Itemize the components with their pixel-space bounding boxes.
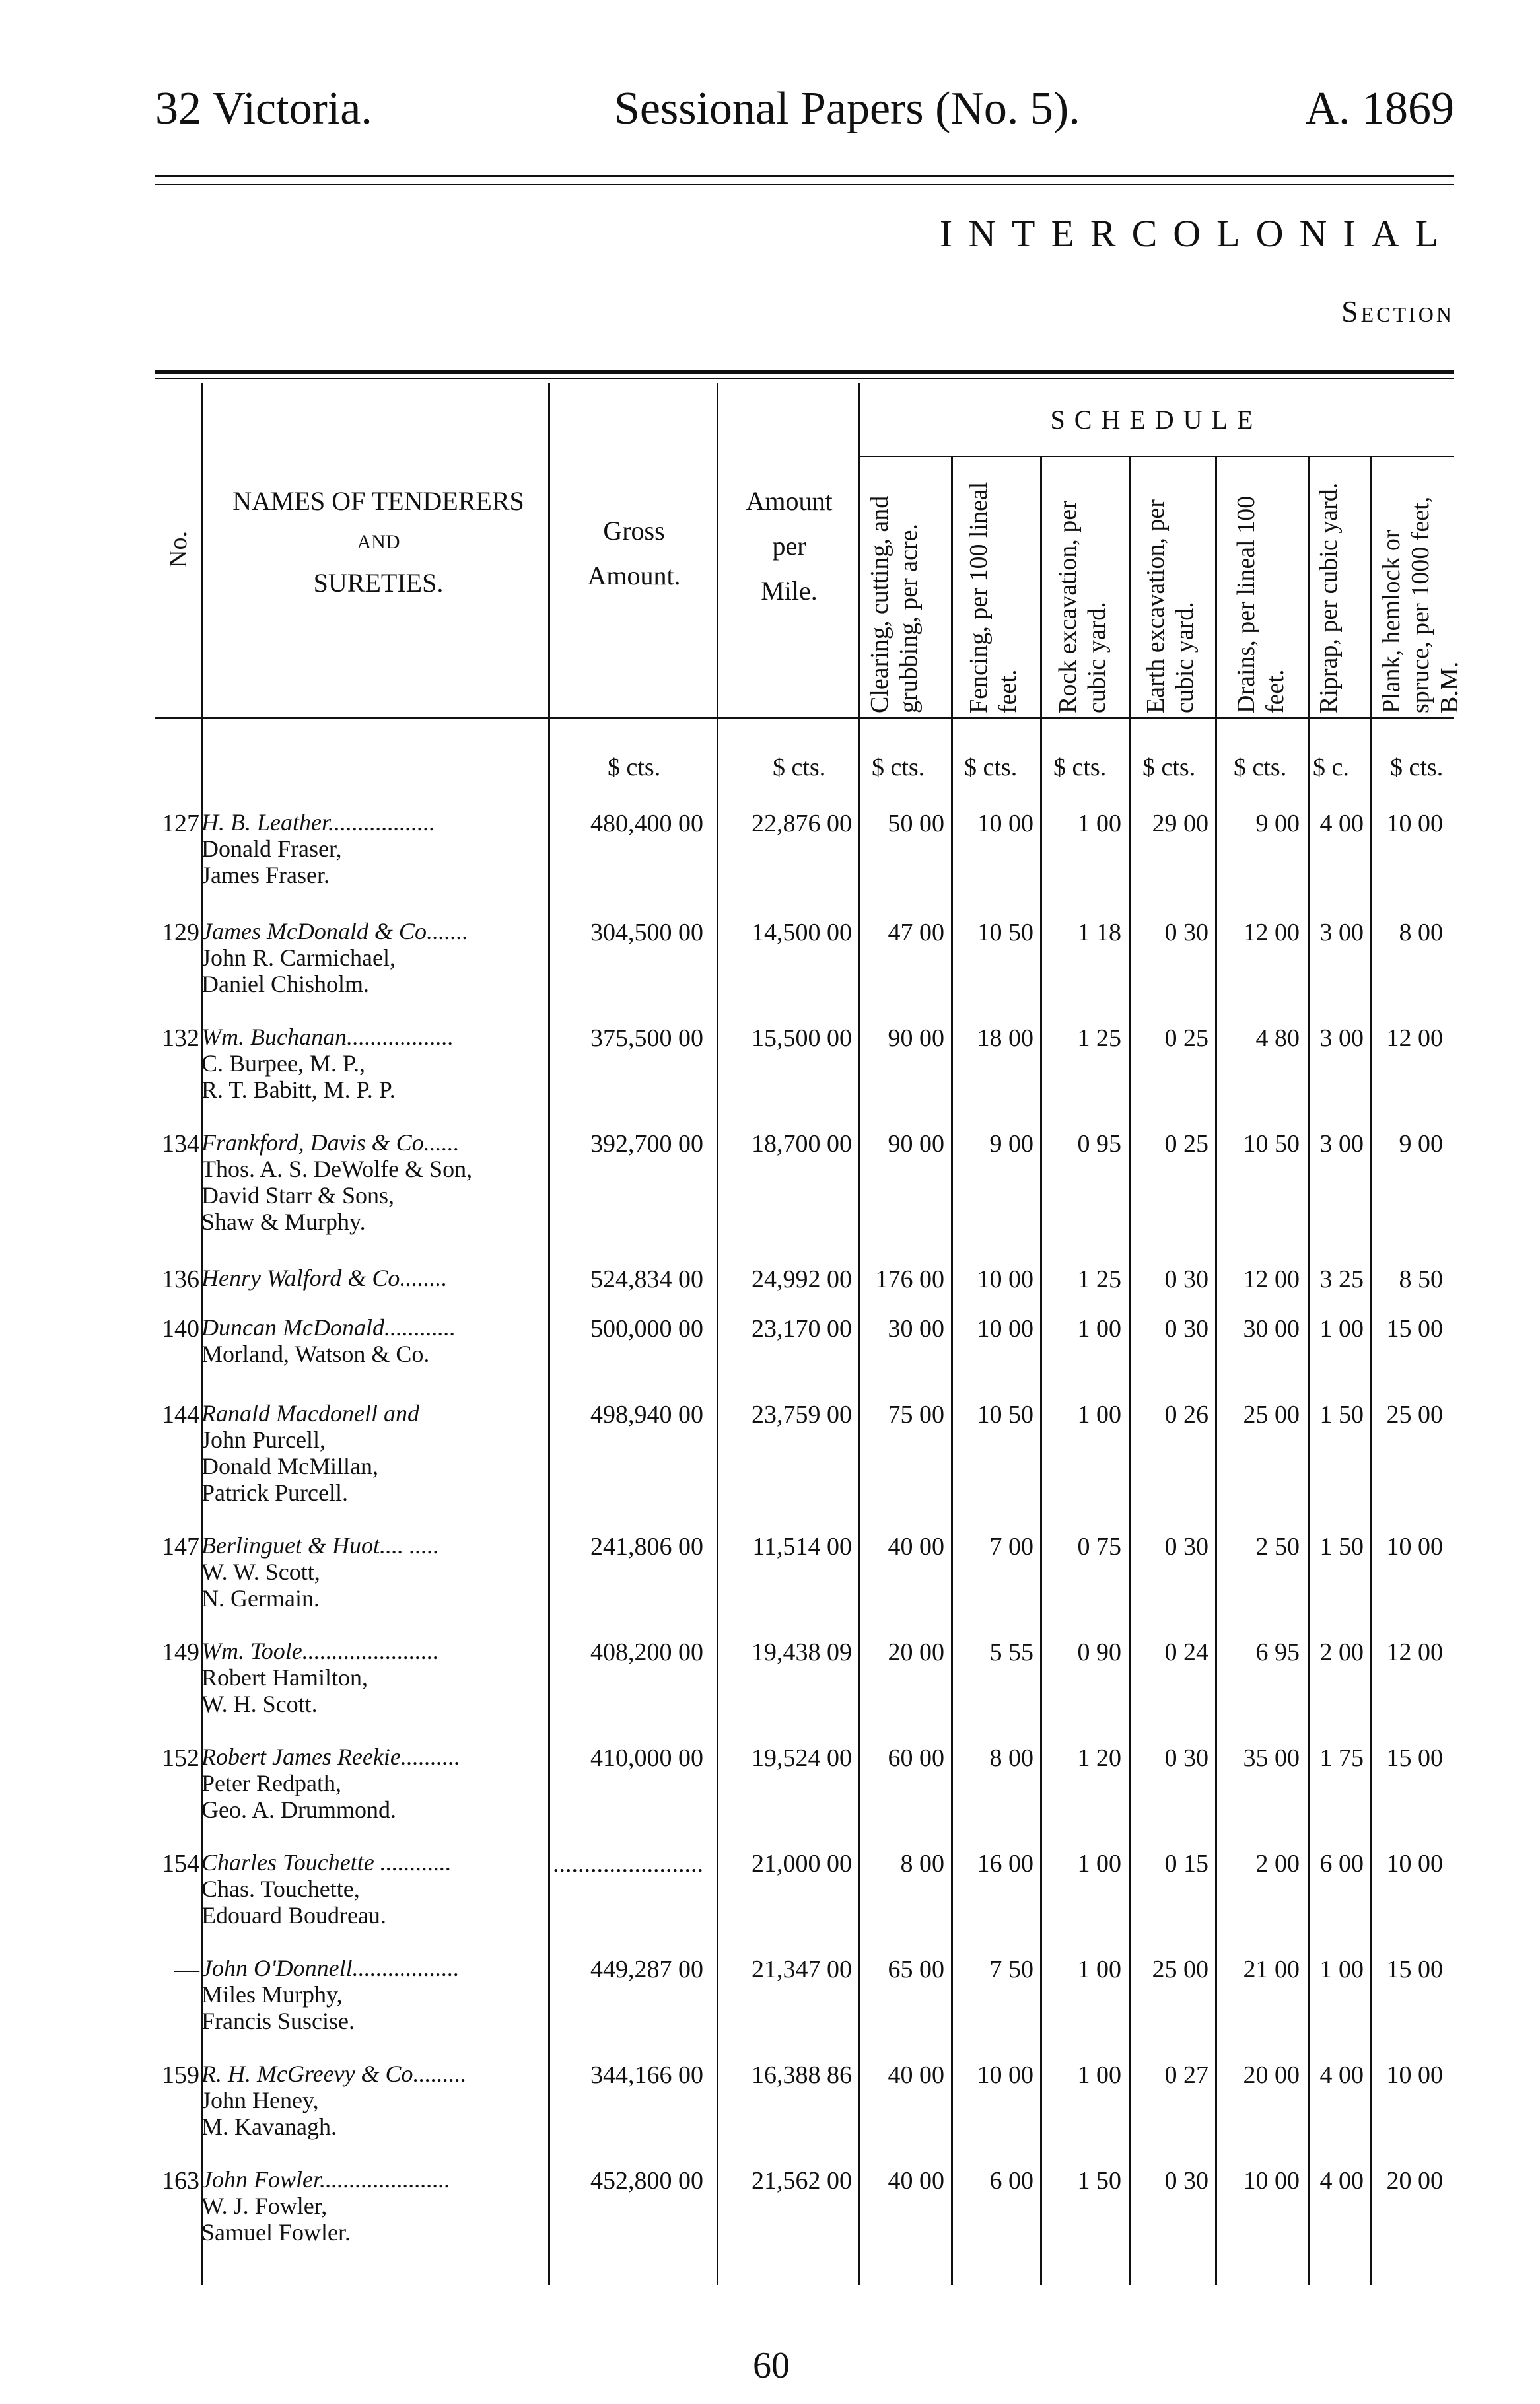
cell-per-mile: 19,438 09	[752, 1639, 852, 1666]
cell-clearing: 40 00	[888, 2167, 944, 2195]
cell-clearing: 47 00	[888, 919, 944, 946]
cell-riprap: 2 00	[1319, 1639, 1364, 1666]
cell-plank: 10 00	[1386, 810, 1443, 837]
row-number: 163	[162, 2167, 199, 2195]
tenderer-names	[201, 1314, 456, 1367]
cell-fencing: 7 50	[989, 1956, 1033, 1983]
cell-riprap: 3 00	[1319, 1024, 1364, 1052]
tenderer-name: Wm. Toole.......................	[201, 1638, 439, 1664]
unit-clearing: $ cts.	[872, 754, 925, 781]
cell-clearing: 176 00	[875, 1265, 944, 1293]
tenderer-name: John O'Donnell..................	[201, 1955, 460, 1981]
unit-drains: $ cts.	[1234, 754, 1287, 781]
cell-earth: 25 00	[1152, 1956, 1208, 1983]
surety-name: Francis Suscise.	[201, 2008, 355, 2034]
tenderer-name: Charles Touchette ............	[201, 1849, 452, 1876]
cell-gross: 241,806 00	[590, 1533, 703, 1561]
tenderer-names	[201, 1265, 447, 1291]
surety-name: Shaw & Murphy.	[201, 1209, 366, 1235]
row-number: 127	[162, 810, 199, 837]
cell-plank: 10 00	[1386, 1533, 1443, 1561]
col-header-fencing: Fencing, per 100 lineal feet.	[965, 481, 1022, 713]
cell-clearing: 8 00	[900, 1850, 944, 1878]
surety-name: Thos. A. S. DeWolfe & Son,	[201, 1156, 473, 1182]
cell-fencing: 8 00	[989, 1744, 1033, 1772]
cell-drains: 20 00	[1243, 2061, 1300, 2089]
cell-earth: 0 27	[1164, 2061, 1208, 2089]
tenderer-name: John Fowler......................	[201, 2166, 450, 2193]
cell-clearing: 60 00	[888, 1744, 944, 1772]
cell-rock: 0 95	[1077, 1130, 1121, 1158]
tenderer-name: Duncan McDonald............	[201, 1314, 456, 1341]
cell-fencing: 18 00	[977, 1024, 1033, 1052]
cell-rock: 1 25	[1077, 1265, 1121, 1293]
cell-riprap: 3 25	[1319, 1265, 1364, 1293]
cell-per-mile: 23,170 00	[752, 1315, 852, 1343]
surety-name: Samuel Fowler.	[201, 2219, 351, 2245]
col-divider-earth	[1215, 456, 1217, 2285]
cell-fencing: 5 55	[989, 1639, 1033, 1666]
cell-rock: 1 50	[1077, 2167, 1121, 2195]
cell-clearing: 90 00	[888, 1130, 944, 1158]
surety-name: Chas. Touchette,	[201, 1876, 360, 1902]
col-header-gross: Gross Amount.	[587, 516, 681, 590]
tenderer-names	[201, 1955, 460, 2034]
surety-name: Donald Fraser,	[201, 835, 342, 862]
cell-earth: 0 30	[1164, 2167, 1208, 2195]
cell-per-mile: 21,000 00	[752, 1850, 852, 1878]
tenderer-name: Ranald Macdonell and	[201, 1400, 419, 1427]
tenderer-name: H. B. Leather..................	[201, 809, 435, 835]
surety-name: John Purcell,	[201, 1427, 326, 1453]
cell-gross: 500,000 00	[590, 1315, 703, 1343]
cell-drains: 12 00	[1243, 919, 1300, 946]
tenderer-names	[201, 1849, 452, 1928]
cell-fencing: 10 00	[977, 810, 1033, 837]
cell-drains: 35 00	[1243, 1744, 1300, 1772]
cell-rock: 1 00	[1077, 2061, 1121, 2089]
row-number: 147	[162, 1533, 199, 1561]
unit-riprap: $ c.	[1313, 754, 1349, 781]
tenderer-names	[201, 2061, 467, 2140]
row-number: 152	[162, 1744, 199, 1772]
row-number: —	[174, 1956, 199, 1983]
surety-name: M. Kavanagh.	[201, 2113, 337, 2140]
cell-gross: 408,200 00	[590, 1639, 703, 1666]
cell-plank: 8 50	[1399, 1265, 1443, 1293]
cell-riprap: 1 50	[1319, 1533, 1364, 1561]
row-number: 144	[162, 1401, 199, 1429]
cell-drains: 4 80	[1255, 1024, 1300, 1052]
schedule-heading: SCHEDULE	[1050, 405, 1263, 435]
cell-per-mile: 18,700 00	[752, 1130, 852, 1158]
cell-gross: 344,166 00	[590, 2061, 703, 2089]
cell-gross: 410,000 00	[590, 1744, 703, 1772]
col-divider-gross	[717, 383, 718, 2285]
cell-fencing: 10 50	[977, 919, 1033, 946]
cell-gross: 449,287 00	[590, 1956, 703, 1983]
row-number: 149	[162, 1639, 199, 1666]
cell-earth: 0 26	[1164, 1401, 1208, 1429]
header-rule-bottom	[155, 184, 1454, 185]
cell-per-mile: 24,992 00	[752, 1265, 852, 1293]
cell-fencing: 10 00	[977, 1315, 1033, 1343]
cell-drains: 2 00	[1255, 1850, 1300, 1878]
tenderer-names	[201, 1129, 472, 1235]
surety-name: C. Burpee, M. P.,	[201, 1050, 366, 1077]
cell-gross: 452,800 00	[590, 2167, 703, 2195]
cell-drains: 12 00	[1243, 1265, 1300, 1293]
cell-per-mile: 21,347 00	[752, 1956, 852, 1983]
cell-earth: 0 25	[1164, 1130, 1208, 1158]
cell-riprap: 4 00	[1319, 810, 1364, 837]
row-number: 136	[162, 1265, 199, 1293]
cell-drains: 6 95	[1255, 1639, 1300, 1666]
cell-earth: 29 00	[1152, 810, 1208, 837]
row-number: 140	[162, 1315, 199, 1343]
surety-name: R. T. Babitt, M. P. P.	[201, 1077, 396, 1103]
cell-per-mile: 19,524 00	[752, 1744, 852, 1772]
tenderer-name: Robert James Reekie..........	[201, 1744, 460, 1770]
cell-drains: 2 50	[1255, 1533, 1300, 1561]
cell-riprap: 1 75	[1319, 1744, 1364, 1772]
cell-rock: 1 25	[1077, 1024, 1121, 1052]
row-number: 129	[162, 919, 199, 946]
row-number: 132	[162, 1024, 199, 1052]
cell-earth: 0 30	[1164, 919, 1208, 946]
tenderer-name: Wm. Buchanan..................	[201, 1024, 454, 1050]
cell-fencing: 10 00	[977, 1265, 1033, 1293]
cell-riprap: 4 00	[1319, 2167, 1364, 2195]
cell-plank: 10 00	[1386, 1850, 1443, 1878]
page-title: INTERCOLONIAL	[939, 212, 1454, 255]
cell-clearing: 20 00	[888, 1639, 944, 1666]
surety-name: Morland, Watson & Co.	[201, 1341, 430, 1367]
cell-fencing: 10 50	[977, 1401, 1033, 1429]
cell-drains: 10 50	[1243, 1130, 1300, 1158]
cell-earth: 0 30	[1164, 1744, 1208, 1772]
cell-drains: 9 00	[1255, 810, 1300, 837]
cell-earth: 0 30	[1164, 1315, 1208, 1343]
cell-rock: 1 00	[1077, 1850, 1121, 1878]
cell-clearing: 50 00	[888, 810, 944, 837]
cell-plank: 12 00	[1386, 1024, 1443, 1052]
col-header-per-mile: Amount per Mile.	[746, 486, 833, 606]
cell-riprap: 3 00	[1319, 919, 1364, 946]
cell-fencing: 9 00	[989, 1130, 1033, 1158]
cell-riprap: 4 00	[1319, 2061, 1364, 2089]
tenderer-names	[201, 918, 468, 997]
col-header-earth: Earth excavation, per cubic yard.	[1142, 499, 1199, 713]
cell-per-mile: 16,388 86	[752, 2061, 852, 2089]
cell-clearing: 40 00	[888, 1533, 944, 1561]
tenderer-name: Frankford, Davis & Co......	[201, 1129, 460, 1156]
cell-earth: 0 30	[1164, 1533, 1208, 1561]
col-header-riprap: Riprap, per cubic yard.	[1315, 482, 1343, 713]
cell-gross: 375,500 00	[590, 1024, 703, 1052]
surety-name: David Starr & Sons,	[201, 1182, 394, 1209]
cell-plank: 15 00	[1386, 1315, 1443, 1343]
tenderer-names	[201, 2166, 450, 2245]
cell-plank: 25 00	[1386, 1401, 1443, 1429]
col-header-no: No.	[164, 531, 192, 568]
cell-clearing: 75 00	[888, 1401, 944, 1429]
surety-name: Geo. A. Drummond.	[201, 1796, 396, 1823]
col-divider-names	[548, 383, 550, 2285]
page-number: 60	[753, 2345, 790, 2386]
surety-name: W. J. Fowler,	[201, 2193, 328, 2219]
cell-rock: 1 00	[1077, 810, 1121, 837]
cell-gross: 498,940 00	[590, 1401, 703, 1429]
surety-name: Daniel Chisholm.	[201, 971, 369, 997]
header-left: 32 Victoria.	[155, 83, 372, 134]
col-header-rock: Rock excavation, per cubic yard.	[1054, 501, 1111, 713]
cell-drains: 25 00	[1243, 1401, 1300, 1429]
tenderer-names	[201, 809, 435, 888]
cell-gross: ........................	[553, 1850, 703, 1878]
cell-gross: 304,500 00	[590, 919, 703, 946]
row-number: 159	[162, 2061, 199, 2089]
cell-plank: 15 00	[1386, 1956, 1443, 1983]
cell-plank: 9 00	[1399, 1130, 1443, 1158]
tenderer-name: Berlinguet & Huot.... .....	[201, 1532, 439, 1559]
unit-rock: $ cts.	[1053, 754, 1107, 781]
surety-name: James Fraser.	[201, 862, 330, 888]
cell-plank: 10 00	[1386, 2061, 1443, 2089]
cell-rock: 1 00	[1077, 1401, 1121, 1429]
table-top-rule	[155, 370, 1454, 374]
unit-plank: $ cts.	[1390, 754, 1444, 781]
col-divider-permile	[858, 383, 860, 2285]
surety-name: John Heney,	[201, 2087, 319, 2113]
tenderer-names	[201, 1400, 419, 1506]
cell-riprap: 6 00	[1319, 1850, 1364, 1878]
cell-rock: 1 18	[1077, 919, 1121, 946]
cell-earth: 0 25	[1164, 1024, 1208, 1052]
cell-rock: 0 75	[1077, 1533, 1121, 1561]
surety-name: Patrick Purcell.	[201, 1479, 348, 1506]
row-number: 154	[162, 1850, 199, 1878]
cell-riprap: 1 00	[1319, 1956, 1364, 1983]
cell-per-mile: 21,562 00	[752, 2167, 852, 2195]
unit-fencing: $ cts.	[964, 754, 1018, 781]
tenderer-names	[201, 1638, 439, 1717]
cell-rock: 1 00	[1077, 1956, 1121, 1983]
surety-name: W. H. Scott.	[201, 1691, 318, 1717]
cell-clearing: 90 00	[888, 1024, 944, 1052]
col-header-drains: Drains, per lineal 100 feet.	[1232, 495, 1289, 713]
tenderer-names	[201, 1532, 439, 1611]
table-top-rule-thin	[155, 378, 1454, 379]
surety-name: John R. Carmichael,	[201, 944, 396, 971]
header-center: Sessional Papers (No. 5).	[614, 83, 1080, 134]
cell-per-mile: 14,500 00	[752, 919, 852, 946]
col-divider-rock	[1129, 456, 1131, 2285]
surety-name: Donald McMillan,	[201, 1453, 378, 1479]
cell-fencing: 10 00	[977, 2061, 1033, 2089]
col-divider-drains	[1308, 456, 1310, 2285]
cell-per-mile: 23,759 00	[752, 1401, 852, 1429]
col-divider-fencing	[1040, 456, 1042, 2285]
cell-riprap: 1 50	[1319, 1401, 1364, 1429]
cell-earth: 0 30	[1164, 1265, 1208, 1293]
unit-per-mile: $ cts.	[773, 754, 826, 781]
header-bottom-rule	[155, 717, 1454, 719]
col-divider-riprap	[1370, 456, 1372, 2285]
col-header-clearing: Clearing, cutting, and grubbing, per acre.	[866, 495, 923, 713]
col-header-names: NAMES OF TENDERERS AND SURETIES.	[232, 486, 524, 598]
cell-earth: 0 15	[1164, 1850, 1208, 1878]
cell-riprap: 3 00	[1319, 1130, 1364, 1158]
col-header-plank: Plank, hemlock or spruce, per 1000 feet, B.M.	[1378, 496, 1463, 713]
cell-plank: 8 00	[1399, 919, 1443, 946]
unit-gross: $ cts.	[608, 754, 661, 781]
header-right: A. 1869	[1305, 83, 1454, 134]
cell-per-mile: 11,514 00	[752, 1533, 852, 1561]
tenderer-names	[201, 1744, 460, 1823]
cell-rock: 1 00	[1077, 1315, 1121, 1343]
cell-per-mile: 22,876 00	[752, 810, 852, 837]
surety-name: N. Germain.	[201, 1585, 320, 1611]
cell-plank: 20 00	[1386, 2167, 1443, 2195]
col-divider-clearing	[951, 456, 953, 2285]
cell-rock: 1 20	[1077, 1744, 1121, 1772]
surety-name: Edouard Boudreau.	[201, 1902, 386, 1928]
tenderer-name: James McDonald & Co.......	[201, 918, 468, 944]
cell-clearing: 40 00	[888, 2061, 944, 2089]
cell-fencing: 16 00	[977, 1850, 1033, 1878]
cell-rock: 0 90	[1077, 1639, 1121, 1666]
cell-plank: 12 00	[1386, 1639, 1443, 1666]
cell-earth: 0 24	[1164, 1639, 1208, 1666]
cell-drains: 30 00	[1243, 1315, 1300, 1343]
unit-earth: $ cts.	[1142, 754, 1196, 781]
cell-fencing: 7 00	[989, 1533, 1033, 1561]
cell-per-mile: 15,500 00	[752, 1024, 852, 1052]
cell-gross: 524,834 00	[590, 1265, 703, 1293]
section-label: Section	[1341, 295, 1454, 328]
cell-gross: 480,400 00	[590, 810, 703, 837]
tenderer-names	[201, 1024, 454, 1103]
schedule-rule	[858, 456, 1454, 457]
surety-name: Miles Murphy,	[201, 1981, 343, 2008]
surety-name: Peter Redpath,	[201, 1770, 341, 1796]
cell-clearing: 65 00	[888, 1956, 944, 1983]
row-number: 134	[162, 1130, 199, 1158]
cell-riprap: 1 00	[1319, 1315, 1364, 1343]
cell-drains: 21 00	[1243, 1956, 1300, 1983]
surety-name: W. W. Scott,	[201, 1559, 320, 1585]
tenderer-name: R. H. McGreevy & Co.........	[201, 2061, 467, 2087]
header-rule-top	[155, 175, 1454, 177]
tenderer-name: Henry Walford & Co........	[201, 1265, 448, 1291]
cell-clearing: 30 00	[888, 1315, 944, 1343]
surety-name: Robert Hamilton,	[201, 1664, 368, 1691]
cell-gross: 392,700 00	[590, 1130, 703, 1158]
cell-plank: 15 00	[1386, 1744, 1443, 1772]
cell-drains: 10 00	[1243, 2167, 1300, 2195]
cell-fencing: 6 00	[989, 2167, 1033, 2195]
